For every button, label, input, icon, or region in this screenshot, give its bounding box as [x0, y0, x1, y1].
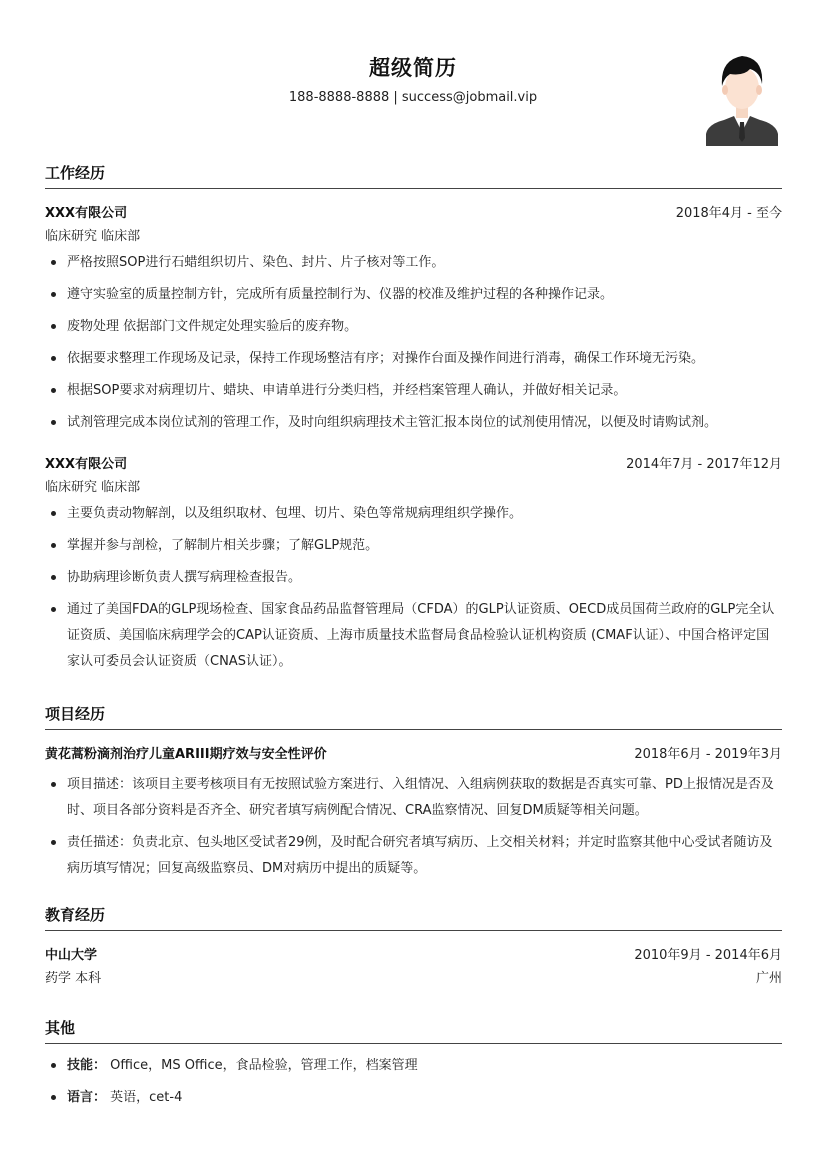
work-section: [45, 160, 782, 189]
education-city: 广州: [755, 971, 782, 986]
degree: 药学 本科: [45, 971, 102, 986]
list-item: 项目描述：该项目主要考核项目有无按照试验方案进行、入组情况、入组病例获取的数据是否真实可靠、PD上报情况是否及时、项目各部分资料是否齐全、研究者填写病例配合情况、CRA监察情况、回复DM质疑等相关问题。: [45, 772, 782, 824]
list-item: 遵守实验室的质量控制方针，完成所有质量控制行为、仪器的校准及维护过程的各种操作记录。: [45, 282, 782, 308]
list-item: 协助病理诊断负责人撰写病理检查报告。: [45, 565, 782, 591]
list-item: 试剂管理完成本岗位试剂的管理工作，及时向组织病理技术主管汇报本岗位的试剂使用情况，以便及时请购试剂。: [45, 410, 782, 436]
other-section-title: 其他: [45, 1015, 782, 1044]
education-section: [45, 902, 782, 931]
education-section-title: 教育经历: [45, 902, 782, 931]
list-item: [45, 1085, 782, 1111]
employment-date: 2014年7月 - 2017年12月: [626, 456, 782, 472]
list-item: 废物处理 依据部门文件规定处理实验后的废弃物。: [45, 314, 782, 340]
company-name: XXX有限公司: [45, 205, 128, 221]
list-item: [45, 1053, 782, 1079]
school-name: 中山大学: [45, 947, 98, 963]
skills-label: 技能：: [67, 1058, 107, 1073]
project-entry: [45, 739, 782, 888]
list-item: 通过了美国FDA的GLP现场检查、国家食品药品监督管理局（CFDA）的GLP认证资质、OECD成员国荷兰政府的GLP完全认证资质、美国临床病理学会的CAP认证资质、上海市质量技术监督局食品检验认证机构资质 (CMAF认证）、中国合格评定国家认可委员会认证资质（CNAS认证）。: [45, 597, 782, 675]
projects-section-title: 项目经历: [45, 701, 782, 730]
education-date: 2010年9月 - 2014年6月: [634, 947, 782, 963]
language-label: 语言：: [67, 1090, 107, 1105]
employment-date: 2018年4月 - 至今: [675, 205, 782, 221]
list-item: 依据要求整理工作现场及记录，保持工作现场整洁有序；对操作台面及操作间进行消毒，确保工作环境无污染。: [45, 346, 782, 372]
other-list: [45, 1053, 782, 1111]
resume-name: 超级简历: [369, 56, 457, 80]
list-item: 责任描述：负责北京、包头地区受试者29例，及时配合研究者填写病历、上交相关材料；并定时监察其他中心受试者随访及病历填写情况；回复高级监察员、DM对病历中提出的质疑等。: [45, 830, 782, 882]
work-entry-2: [45, 449, 782, 681]
list-item: 主要负责动物解剖，以及组织取材、包埋、切片、染色等常规病理组织学操作。: [45, 501, 782, 527]
list-item: 根据SOP要求对病理切片、蜡块、申请单进行分类归档，并经档案管理人确认，并做好相关记录。: [45, 378, 782, 404]
duty-list: [45, 250, 782, 436]
job-role: 临床研究 临床部: [45, 480, 141, 495]
other-entry: [45, 1053, 782, 1117]
duty-list: [45, 501, 782, 675]
skills-value: Office，MS Office，食品检验，管理工作，档案管理: [110, 1058, 418, 1073]
job-role: 临床研究 临床部: [45, 229, 141, 244]
education-entry: [45, 940, 782, 992]
list-item: 掌握并参与剖检，了解制片相关步骤；了解GLP规范。: [45, 533, 782, 559]
language-value: 英语，cet-4: [110, 1090, 183, 1105]
avatar: [704, 52, 780, 146]
project-date: 2018年6月 - 2019年3月: [634, 746, 782, 762]
work-section-title: 工作经历: [45, 160, 782, 189]
projects-section: [45, 701, 782, 730]
project-name: 黄花蒿粉滴剂治疗儿童ARIII期疗效与安全性评价: [45, 746, 327, 762]
company-name: XXX有限公司: [45, 456, 128, 472]
other-section: [45, 1015, 782, 1044]
list-item: 严格按照SOP进行石蜡组织切片、染色、封片、片子核对等工作。: [45, 250, 782, 276]
contact-info: 188-8888-8888 | success@jobmail.vip: [288, 90, 538, 105]
work-entry-1: [45, 198, 782, 442]
project-list: [45, 772, 782, 882]
